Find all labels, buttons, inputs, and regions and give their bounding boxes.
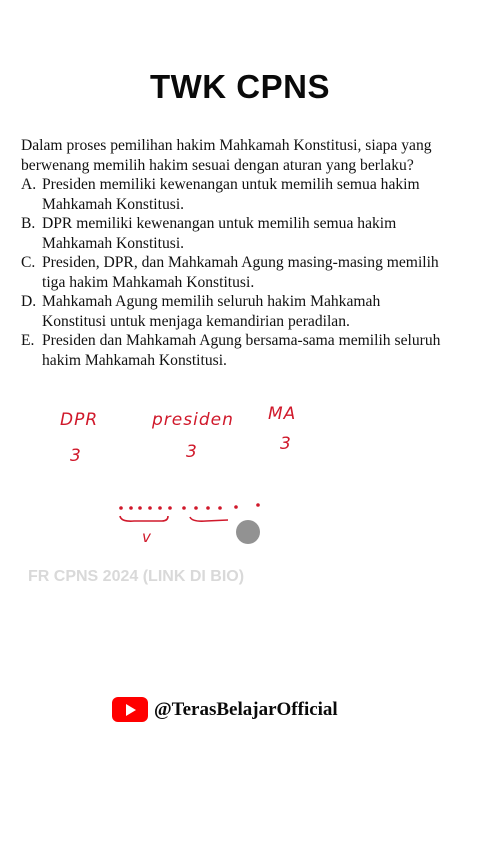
option-text: Presiden, DPR, dan Mahkamah Agung masing-masing memilih tiga hakim Mahkamah Konstitusi. — [42, 254, 439, 291]
handwritten-ma-count: 3 — [280, 434, 292, 454]
option-d[interactable] — [21, 292, 441, 331]
handwritten-dpr: DPR — [60, 410, 99, 430]
handwritten-presiden-count: 3 — [186, 442, 198, 462]
handwritten-check: v — [142, 528, 152, 546]
pointer-cursor — [236, 520, 260, 544]
option-letter: D. — [21, 293, 37, 310]
page-title: TWK CPNS — [150, 68, 330, 105]
option-text: Presiden dan Mahkamah Agung bersama-sama memilih seluruh hakim Mahkamah Konstitusi. — [42, 332, 441, 369]
option-a[interactable] — [21, 175, 441, 214]
option-text: Presiden memiliki kewenangan untuk memilih semua hakim Mahkamah Konstitusi. — [42, 176, 420, 213]
option-letter: B. — [21, 215, 36, 232]
option-text: DPR memiliki kewenangan untuk memilih semua hakim Mahkamah Konstitusi. — [42, 215, 397, 252]
option-letter: A. — [21, 176, 37, 193]
option-letter: C. — [21, 254, 36, 271]
watermark-text: FR CPNS 2024 (LINK DI BIO) — [28, 568, 245, 585]
option-e[interactable] — [21, 331, 441, 370]
handwritten-ma: MA — [268, 404, 297, 424]
channel-credit[interactable] — [112, 697, 338, 722]
handwritten-presiden: presiden — [152, 410, 234, 430]
handwritten-dpr-count: 3 — [70, 446, 82, 466]
option-text: Mahkamah Agung memilih seluruh hakim Mahkamah Konstitusi untuk menjaga kemandirian peradilan. — [42, 293, 381, 330]
option-letter: E. — [21, 332, 35, 349]
question-block — [21, 136, 441, 370]
option-c[interactable] — [21, 253, 441, 292]
option-b[interactable] — [21, 214, 441, 253]
question-text: Dalam proses pemilihan hakim Mahkamah Konstitusi, siapa yang berwenang memilih hakim sesuai dengan aturan yang berlaku? — [21, 137, 432, 174]
channel-handle[interactable]: @TerasBelajarOfficial — [154, 698, 338, 720]
youtube-icon — [112, 697, 148, 722]
